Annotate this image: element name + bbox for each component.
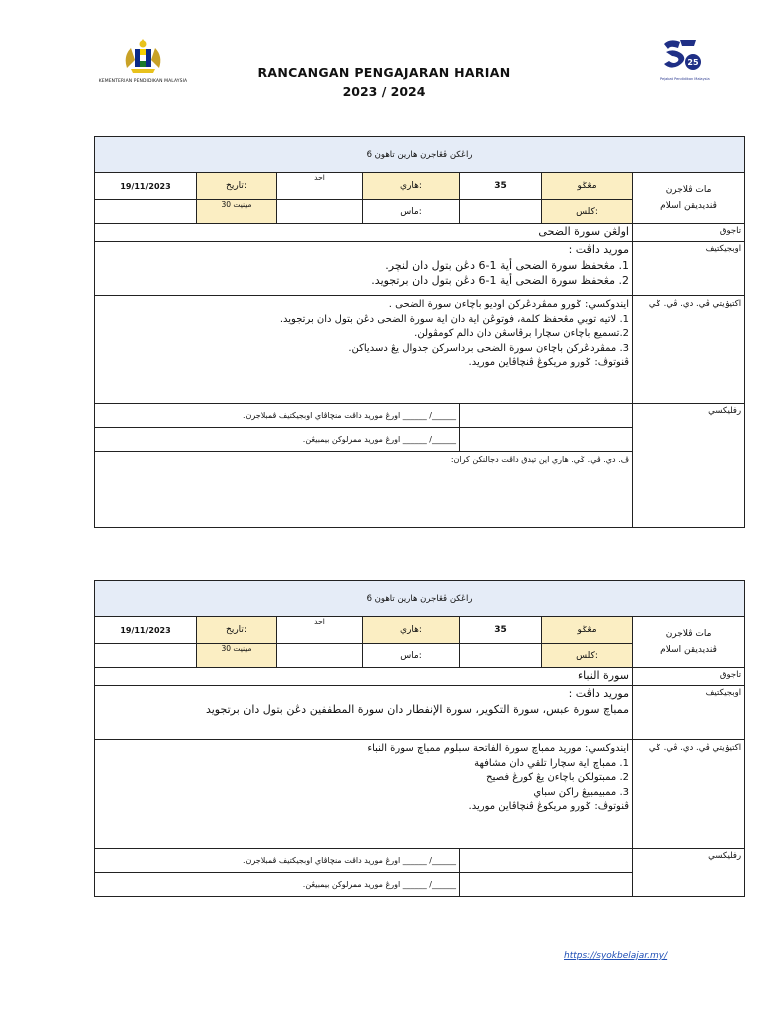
objective-line: موريد داڤت : [568,243,629,256]
class-label: کلس: [542,200,633,224]
week-number: 35 [460,617,542,644]
time-label: ماس: [363,200,460,224]
activity-line: 2. ممبتولکن باچاءن يڠ کورڠ فصيح [486,772,629,783]
objective-content [95,686,633,740]
activity-line: ڤنوتوڤ: ݢورو مريکوڠ ڤنچاڤاين موريد. [468,801,629,812]
subject-cell [633,173,745,224]
page-title: RANCANGAN PENGAJARAN HARIAN [257,65,511,80]
objective-label: اوبجيکتيف [633,686,745,740]
activity-line: ايندوکسي: ݢورو ممڤردڠرکن اوديو باچاءن سورة الضحى . [388,299,629,310]
activity-line: ايندوکسي: موريد ممباچ سورة الفاتحة سبلوم ممباچ سورة النباء [367,743,629,754]
subject-label: مات ڤلاجرن [665,185,712,195]
blank-cell [460,404,633,428]
day-value: احد [277,173,363,200]
objective-line: 2. مڠحفظ سورة الضحى أية 1-6 دڠن بتول دان برتجويد. [371,274,629,287]
topic-label: تاجوق [633,668,745,686]
activity-content [95,296,633,404]
blank-cell [277,644,363,668]
activity-line: 3. ممبيمبيڠ راکن سباي [533,786,629,798]
plan-heading: راڠکن ڤڠاجرن هارين تاهون 6 [95,137,745,173]
date-label: تاريخ: [197,173,277,200]
topic-value: سورة النباء [95,668,633,686]
topic-value: اولڠن سورة الضحى [95,224,633,242]
reflection-line: ______/ ______ اورڠ موريد ممرلوکن بيمبيڠن. [95,873,460,897]
activity-content [95,740,633,849]
blank-cell [460,200,542,224]
time-label: ماس: [363,644,460,668]
objective-line: ممباچ سورة عبس، سورة التكوير، سورة الإنفطار دان سورة المطففين دڠن بتول دان برتجويد [205,702,629,716]
week-label: مڠݢو [542,173,633,200]
blank-cell [95,644,197,668]
ministry-caption: KEMENTERIAN PENDIDIKAN MALAYSIA [98,79,188,84]
blank-cell [460,644,542,668]
objective-content [95,242,633,296]
ppm-logo-number: 25 [687,58,699,67]
week-number: 35 [460,173,542,200]
reflection-label: رفليکسي [633,404,745,528]
subject-label: مات ڤلاجرن [665,629,712,639]
reflection-line: ______/ ______ اورڠ موريد داڤت منچاڤاي اوبجيکتيف ڤمبلاجرن. [95,849,460,873]
reflection-line: ڤ. دي. ڤي. ݢي. هاري اين تيدق داڤت دجالنکن کران: [95,452,633,528]
duration-value: 30 مينيت [197,644,277,668]
blank-cell [460,849,633,873]
blank-cell [277,200,363,224]
class-label: کلس: [542,644,633,668]
subject-value: ڤنديديقن اسلام [660,645,717,655]
reflection-label: رفليکسي [633,849,745,897]
lesson-plan-table-1 [94,136,745,528]
subject-value: ڤنديديقن اسلام [660,201,717,211]
activity-line: ڤنوتوڤ: ݢورو مريکوڠ ڤنچاڤاين موريد. [468,357,629,368]
reflection-line: ______/ ______ اورڠ موريد داڤت منچاڤاي اوبجيکتيف ڤمبلاجرن. [95,404,460,428]
date-value: 19/11/2023 [95,617,197,644]
blank-cell [460,873,633,897]
date-value: 19/11/2023 [95,173,197,200]
day-label: هاري: [363,173,460,200]
topic-label: تاجوق [633,224,745,242]
date-label: تاريخ: [197,617,277,644]
page-year: 2023 / 2024 [342,84,426,99]
duration-value: 30 مينيت [197,200,277,224]
day-value: احد [277,617,363,644]
objective-label: اوبجيکتيف [633,242,745,296]
activity-line: 2.تسميع باچاءن سچارا برڤاسڠن دان دالم کومڤولن. [414,328,629,339]
week-label: مڠݢو [542,617,633,644]
blank-cell [95,200,197,224]
lesson-plan-table-2 [94,580,745,897]
subject-cell [633,617,745,668]
day-label: هاري: [363,617,460,644]
reflection-line: ______/ ______ اورڠ موريد ممرلوکن بيمبيڠن. [95,428,460,452]
activity-line: 1. لاتيه توبي مڠحفظ کلمة، فوتوڠن اية دان اية سورة الضحى دڠن بتول دان برتجويد. [279,313,629,325]
activity-label: اکتيۏيتي ڤي. دي. ڤي. ݢي [633,740,745,849]
activity-line: 3. ممڤردڠرکن باچاءن سورة الضحى برداسرکن جدوال يڠ دسدياکن. [348,342,629,354]
ppm-caption: Pejabat Pendidikan Malaysia [660,77,710,81]
footer-link[interactable]: https://syokbelajar.my/ [564,951,668,961]
activity-label: اکتيۏيتي ڤي. دي. ڤي. ݢي [633,296,745,404]
objective-line: موريد داڤت : [568,687,629,700]
plan-heading: راڠکن ڤڠاجرن هارين تاهون 6 [95,581,745,617]
objective-line: 1. مڠحفظ سورة الضحى أية 1-6 دڠن بتول دان لنچر. [385,258,629,272]
activity-line: 1. ممباچ اية سچارا تلقي دان مشافهة [474,757,629,769]
blank-cell [460,428,633,452]
